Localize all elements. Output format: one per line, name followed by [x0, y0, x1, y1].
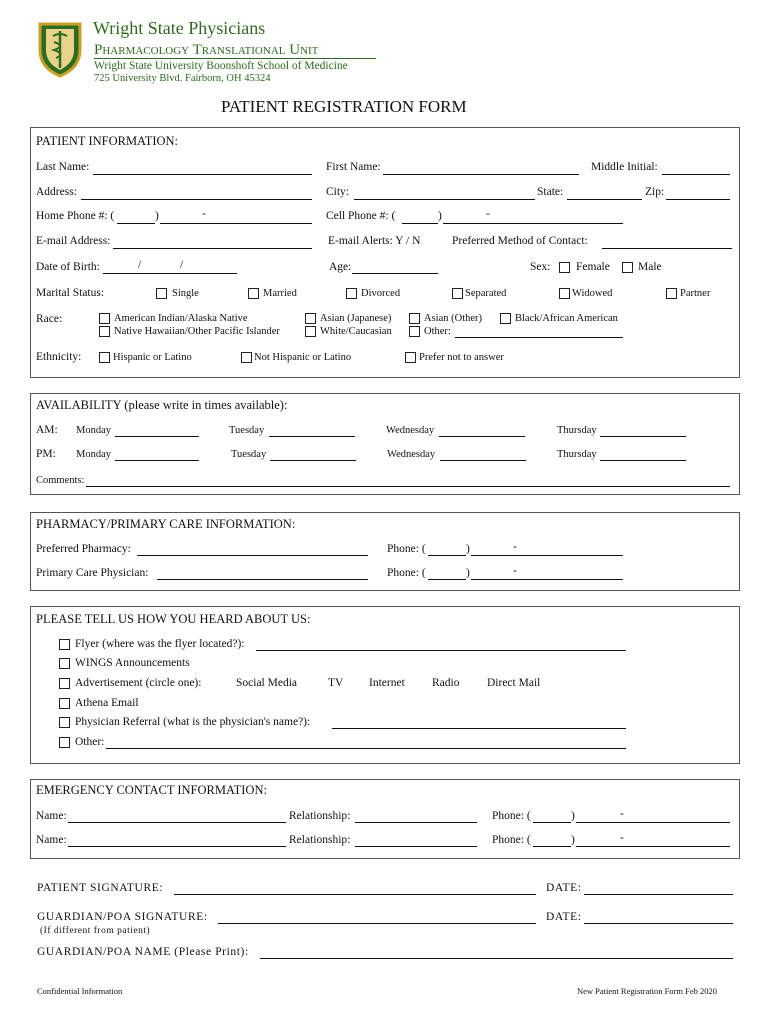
- advertisement-checkbox[interactable]: [59, 678, 70, 689]
- emergency-phone-2-number[interactable]: [576, 846, 730, 847]
- race-label: Race:: [36, 313, 63, 325]
- emergency-phone-2-dash: -: [620, 832, 624, 844]
- comments-field[interactable]: [86, 486, 730, 487]
- am-wednesday-field[interactable]: [439, 436, 525, 437]
- preferred-contact-field[interactable]: [602, 248, 732, 249]
- prefer-not-label: Prefer not to answer: [419, 352, 504, 363]
- single-label: Single: [172, 288, 199, 299]
- pharmacy-phone-area-code[interactable]: [428, 555, 466, 556]
- hispanic-label: Hispanic or Latino: [113, 352, 192, 363]
- not-hispanic-label: Not Hispanic or Latino: [254, 352, 352, 363]
- emergency-name-2-field[interactable]: [68, 846, 286, 847]
- guardian-name-field[interactable]: [260, 958, 733, 959]
- patient-date-field[interactable]: [584, 894, 733, 895]
- city-label: City:: [326, 186, 350, 198]
- emergency-phone-1-area-code[interactable]: [533, 822, 571, 823]
- emergency-phone-2-area-code[interactable]: [533, 846, 571, 847]
- heard-other-label: Other:: [75, 736, 105, 748]
- am-tuesday-field[interactable]: [269, 436, 355, 437]
- guardian-signature-label: GUARDIAN/POA SIGNATURE:: [37, 911, 208, 923]
- pm-wednesday-field[interactable]: [440, 460, 526, 461]
- city-field[interactable]: [354, 199, 535, 200]
- primary-care-field[interactable]: [157, 579, 368, 580]
- home-phone-dash: -: [202, 208, 206, 220]
- pharmacy-phone-number[interactable]: [471, 555, 623, 556]
- asian-japanese-checkbox[interactable]: [305, 313, 316, 324]
- primary-care-phone-paren: ): [466, 567, 470, 579]
- referral-label: Physician Referral (what is the physician's name?):: [75, 716, 311, 728]
- form-title: PATIENT REGISTRATION FORM: [221, 97, 467, 116]
- patient-date-label: DATE:: [546, 882, 582, 894]
- married-label: Married: [263, 288, 297, 299]
- primary-care-phone-dash: -: [513, 565, 517, 577]
- footer-form-version: New Patient Registration Form Feb 2020: [577, 986, 718, 996]
- am-monday-label: Monday: [76, 425, 111, 436]
- advertisement-label: Advertisement (circle one):: [75, 677, 202, 689]
- partner-label: Partner: [680, 288, 711, 299]
- cell-phone-label: Cell Phone #: (: [326, 210, 396, 222]
- email-field[interactable]: [113, 248, 312, 249]
- pm-monday-label: Monday: [76, 449, 111, 460]
- footer-confidential: Confidential Information: [37, 986, 123, 996]
- asian-other-label: Asian (Other): [424, 313, 483, 324]
- patient-section-title: PATIENT INFORMATION:: [36, 134, 179, 148]
- guardian-signature-field[interactable]: [218, 923, 536, 924]
- cell-phone-dash: -: [486, 208, 490, 220]
- single-checkbox[interactable]: [156, 288, 167, 299]
- marital-status-label: Marital Status:: [36, 287, 105, 299]
- flyer-checkbox[interactable]: [59, 639, 70, 650]
- preferred-pharmacy-field[interactable]: [137, 555, 368, 556]
- emergency-name-1-field[interactable]: [68, 822, 286, 823]
- emergency-relationship-1-field[interactable]: [355, 822, 477, 823]
- primary-care-phone-number[interactable]: [471, 579, 623, 580]
- emergency-phone-2-paren: ): [571, 834, 575, 846]
- cell-phone-area-code[interactable]: [402, 223, 438, 224]
- email-alerts-label: E-mail Alerts: Y / N: [328, 235, 421, 247]
- flyer-field[interactable]: [256, 650, 626, 651]
- heard-other-checkbox[interactable]: [59, 737, 70, 748]
- emergency-phone-2-label: Phone: (: [492, 834, 531, 846]
- race-other-field[interactable]: [455, 337, 623, 338]
- emergency-name-1-label: Name:: [36, 810, 67, 822]
- pharmacy-phone-label: Phone: (: [387, 543, 426, 555]
- divorced-checkbox[interactable]: [346, 288, 357, 299]
- wings-label: WINGS Announcements: [75, 657, 190, 669]
- availability-section-title: AVAILABILITY (please write in times available):: [36, 398, 288, 412]
- patient-signature-field[interactable]: [174, 894, 536, 895]
- emergency-phone-1-label: Phone: (: [492, 810, 531, 822]
- american-indian-label: American Indian/Alaska Native: [114, 313, 248, 324]
- unit-name: Pharmacology Translational Unit: [94, 42, 319, 58]
- flyer-label: Flyer (where was the flyer located?):: [75, 638, 245, 650]
- ad-tv[interactable]: TV: [328, 677, 344, 689]
- middle-initial-field[interactable]: [662, 174, 730, 175]
- pm-label: PM:: [36, 448, 56, 460]
- guardian-date-label: DATE:: [546, 911, 582, 923]
- race-other-checkbox[interactable]: [409, 326, 420, 337]
- home-phone-paren: ): [155, 210, 159, 222]
- not-hispanic-checkbox[interactable]: [241, 352, 252, 363]
- black-african-american-label: Black/African American: [515, 313, 618, 324]
- married-checkbox[interactable]: [248, 288, 259, 299]
- white-caucasian-label: White/Caucasian: [320, 326, 392, 337]
- am-monday-field[interactable]: [115, 436, 199, 437]
- am-label: AM:: [36, 424, 58, 436]
- prefer-not-checkbox[interactable]: [405, 352, 416, 363]
- native-hawaiian-checkbox[interactable]: [99, 326, 110, 337]
- zip-label: Zip:: [645, 186, 665, 198]
- emergency-phone-1-number[interactable]: [576, 822, 730, 823]
- partner-checkbox[interactable]: [666, 288, 677, 299]
- widowed-checkbox[interactable]: [559, 288, 570, 299]
- comments-label: Comments:: [36, 475, 85, 486]
- state-field[interactable]: [567, 199, 642, 200]
- male-checkbox[interactable]: [622, 262, 633, 273]
- athena-checkbox[interactable]: [59, 698, 70, 709]
- middle-initial-label: Middle Initial:: [591, 161, 658, 173]
- home-phone-number[interactable]: [160, 223, 312, 224]
- pm-tuesday-label: Tuesday: [231, 449, 267, 460]
- guardian-name-label: GUARDIAN/POA NAME (Please Print):: [37, 946, 249, 958]
- black-african-american-checkbox[interactable]: [500, 313, 511, 324]
- am-tuesday-label: Tuesday: [229, 425, 265, 436]
- hispanic-checkbox[interactable]: [99, 352, 110, 363]
- wings-checkbox[interactable]: [59, 658, 70, 669]
- emergency-phone-1-paren: ): [571, 810, 575, 822]
- header-address: 725 University Blvd. Fairborn, OH 45324: [94, 73, 271, 84]
- athena-label: Athena Email: [75, 697, 139, 709]
- primary-care-phone-label: Phone: (: [387, 567, 426, 579]
- emergency-relationship-1-label: Relationship:: [289, 810, 351, 822]
- age-label: Age:: [329, 261, 352, 273]
- state-label: State:: [537, 186, 564, 198]
- ad-direct-mail[interactable]: Direct Mail: [487, 677, 541, 689]
- first-name-field[interactable]: [383, 174, 579, 175]
- logo: [36, 20, 84, 78]
- home-phone-label: Home Phone #: (: [36, 210, 115, 222]
- emergency-section-title: EMERGENCY CONTACT INFORMATION:: [36, 783, 267, 797]
- last-name-label: Last Name:: [36, 161, 90, 173]
- home-phone-area-code[interactable]: [117, 223, 155, 224]
- preferred-contact-label: Preferred Method of Contact:: [452, 235, 588, 247]
- dob-slash-2: /: [180, 259, 184, 271]
- header-rule: [94, 58, 376, 59]
- last-name-field[interactable]: [93, 174, 312, 175]
- first-name-label: First Name:: [326, 161, 381, 173]
- race-other-label: Other:: [424, 326, 451, 337]
- separated-label: Separated: [465, 288, 507, 299]
- cell-phone-paren: ): [438, 210, 442, 222]
- school-name: Wright State University Boonshoft School of Medicine: [94, 60, 348, 72]
- asian-japanese-label: Asian (Japanese): [320, 313, 392, 324]
- ethnicity-label: Ethnicity:: [36, 351, 82, 363]
- divorced-label: Divorced: [361, 288, 401, 299]
- address-field[interactable]: [81, 199, 312, 200]
- separated-checkbox[interactable]: [452, 288, 463, 299]
- emergency-phone-1-dash: -: [620, 808, 624, 820]
- ad-radio[interactable]: Radio: [432, 677, 460, 689]
- patient-signature-label: PATIENT SIGNATURE:: [37, 882, 164, 894]
- white-caucasian-checkbox[interactable]: [305, 326, 316, 337]
- email-label: E-mail Address:: [36, 235, 111, 247]
- cell-phone-number[interactable]: [443, 223, 623, 224]
- pm-monday-field[interactable]: [115, 460, 199, 461]
- widowed-label: Widowed: [572, 288, 613, 299]
- ad-social-media[interactable]: Social Media: [236, 677, 297, 689]
- pm-thursday-label: Thursday: [557, 449, 597, 460]
- primary-care-label: Primary Care Physician:: [36, 567, 149, 579]
- pm-tuesday-field[interactable]: [270, 460, 356, 461]
- primary-care-phone-area-code[interactable]: [428, 579, 466, 580]
- asian-other-checkbox[interactable]: [409, 313, 420, 324]
- guardian-date-field[interactable]: [584, 923, 733, 924]
- preferred-pharmacy-label: Preferred Pharmacy:: [36, 543, 131, 555]
- native-hawaiian-label: Native Hawaiian/Other Pacific Islander: [114, 326, 280, 337]
- american-indian-checkbox[interactable]: [99, 313, 110, 324]
- emergency-name-2-label: Name:: [36, 834, 67, 846]
- pm-wednesday-label: Wednesday: [387, 449, 436, 460]
- dob-label: Date of Birth:: [36, 261, 100, 273]
- heard-other-field[interactable]: [106, 748, 626, 749]
- emergency-relationship-2-field[interactable]: [355, 846, 477, 847]
- female-label: Female: [576, 261, 610, 273]
- age-field[interactable]: [352, 273, 438, 274]
- am-thursday-label: Thursday: [557, 425, 597, 436]
- pharmacy-phone-paren: ): [466, 543, 470, 555]
- female-checkbox[interactable]: [559, 262, 570, 273]
- org-name: Wright State Physicians: [93, 18, 266, 38]
- pm-thursday-field[interactable]: [600, 460, 686, 461]
- am-wednesday-label: Wednesday: [386, 425, 435, 436]
- caduceus-shield-icon: [36, 20, 84, 78]
- pharmacy-phone-dash: -: [513, 541, 517, 553]
- if-different-note: (If different from patient): [40, 926, 151, 936]
- am-thursday-field[interactable]: [600, 436, 686, 437]
- zip-field[interactable]: [666, 199, 730, 200]
- dob-field[interactable]: [103, 273, 237, 274]
- dob-slash-1: /: [138, 259, 142, 271]
- address-label: Address:: [36, 186, 77, 198]
- heard-section-title: PLEASE TELL US HOW YOU HEARD ABOUT US:: [36, 612, 311, 626]
- referral-checkbox[interactable]: [59, 717, 70, 728]
- sex-label: Sex:: [530, 261, 551, 273]
- pharmacy-section-title: PHARMACY/PRIMARY CARE INFORMATION:: [36, 517, 296, 531]
- ad-internet[interactable]: Internet: [369, 677, 405, 689]
- male-label: Male: [638, 261, 662, 273]
- emergency-relationship-2-label: Relationship:: [289, 834, 351, 846]
- referral-field[interactable]: [332, 728, 626, 729]
